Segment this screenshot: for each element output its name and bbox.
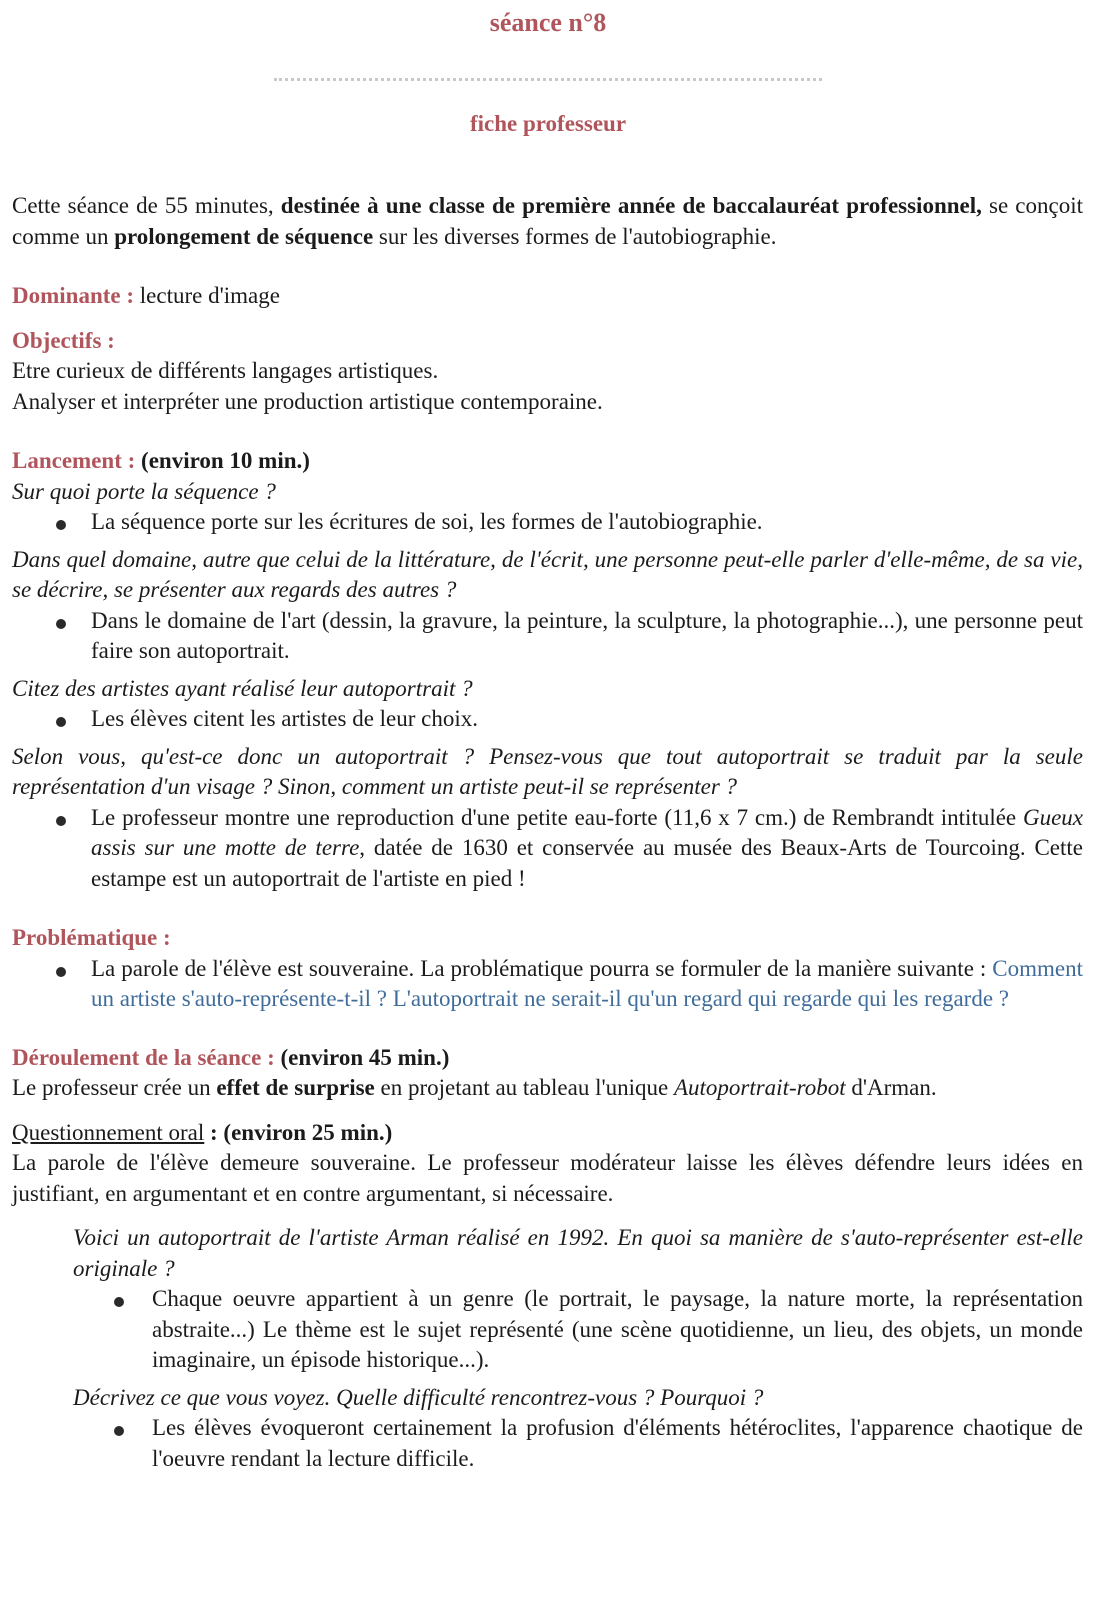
deroulement-text-3: d'Arman.	[845, 1075, 937, 1100]
answer-item	[12, 954, 1083, 1015]
page-subtitle: fiche professeur	[469, 111, 627, 136]
deroulement-bold: effet de surprise	[216, 1075, 375, 1100]
problematique-question: Comment un artiste s'auto-représente-t-il ? L'autoportrait ne serait-il qu'un regard qui regarde qui les regarde ?	[91, 955, 1083, 1011]
objectif-line: Etre curieux de différents langages artistiques.	[12, 358, 439, 383]
answer-list	[12, 954, 1083, 1015]
deroulement-text-1: Le professeur crée un	[12, 1075, 217, 1100]
answer-list	[12, 606, 1083, 667]
answer-item	[12, 803, 1083, 895]
questionnement-line	[12, 1118, 1083, 1149]
deroulement-paragraph	[12, 1073, 1083, 1104]
oral-questions	[12, 1209, 1083, 1474]
question	[12, 742, 1083, 803]
question-text: Sur quoi porte la séquence ?	[12, 478, 276, 504]
problematique-heading: Problématique :	[12, 925, 171, 950]
deroulement-text-2: en projetant au tableau l'unique	[374, 1075, 674, 1100]
answer-item: La séquence porte sur les écritures de soi, les formes de l'autobiographie.	[12, 507, 1083, 538]
answer-item: Les élèves évoqueront certainement la profusion d'éléments hétéroclites, l'apparence chaotique de l'oeuvre rendant la lecture difficile.	[73, 1413, 1083, 1474]
answer-list	[73, 1413, 1083, 1474]
answer-item: Les élèves citent les artistes de leur choix.	[12, 704, 1083, 735]
intro-paragraph	[12, 191, 1083, 252]
question	[12, 545, 1083, 606]
lancement-duration: (environ 10 min.)	[135, 448, 310, 473]
question-text: Voici un autoportrait de l'artiste Arman réalisé en 1992. En quoi sa manière de s'auto-représenter est-elle originale ?	[73, 1225, 1083, 1281]
problematique-text: La parole de l'élève est souveraine. La problématique pourra se formuler de la manière suivante :	[91, 955, 993, 981]
intro-text-3: sur les diverses formes de l'autobiographie.	[373, 223, 777, 249]
deroulement-heading: Déroulement de la séance :	[12, 1044, 275, 1070]
dominante-line	[12, 281, 1083, 312]
answer-text-1: Le professeur montre une reproduction d'une petite eau-forte (11,6 x 7 cm.) de Rembrandt intitulée	[91, 804, 1023, 830]
deroulement-duration: (environ 45 min.)	[274, 1044, 450, 1070]
answer-list	[12, 507, 1083, 538]
question	[12, 477, 1083, 508]
artwork-title: Gueux assis sur une motte de terre	[91, 804, 1083, 860]
question	[73, 1223, 1083, 1284]
dominante-heading: Dominante :	[12, 283, 135, 308]
questionnement-duration: : (environ 25 min.)	[204, 1119, 393, 1145]
answer-list	[73, 1284, 1083, 1376]
lancement-heading: Lancement :	[12, 448, 136, 473]
artwork-title: Autoportrait-robot	[673, 1075, 846, 1100]
intro-bold-2: prolongement de séquence	[114, 223, 374, 249]
intro-bold-1: destinée à une classe de première année de baccalauréat professionnel,	[280, 193, 982, 218]
intro-text-2: se conçoit comme un	[12, 193, 1083, 249]
question-text: Dans quel domaine, autre que celui de la littérature, de l'écrit, une personne peut-elle parler d'elle-même, de sa vie, se décrire, se présenter aux regards des autres ?	[12, 546, 1083, 602]
question	[73, 1383, 1083, 1414]
questionnement-heading: Questionnement oral	[12, 1119, 205, 1145]
question	[12, 674, 1083, 705]
intro-text-1: Cette séance de 55 minutes,	[12, 193, 281, 218]
answer-item: Dans le domaine de l'art (dessin, la gravure, la peinture, la sculpture, la photographie...), une personne peut faire son autoportrait.	[12, 606, 1083, 667]
objectifs-heading: Objectifs :	[12, 327, 115, 353]
page-title: séance n°8	[489, 8, 607, 37]
answer-list	[12, 803, 1083, 895]
answer-item: Chaque oeuvre appartient à un genre (le portrait, le paysage, la nature morte, la représentation abstraite...) Le thème est le sujet représenté (une scène quotidienne, un lieu, des objets, un monde imaginaire, un épisode historique...).	[73, 1284, 1083, 1376]
questionnement-paragraph: La parole de l'élève demeure souveraine. Le professeur modérateur laisse les élèves défendre leurs idées en justifiant, en argumentant et en contre argumentant, si nécessaire.	[12, 1150, 1083, 1206]
dotted-divider	[274, 78, 822, 81]
question-text: Selon vous, qu'est-ce donc un autoportrait ? Pensez-vous que tout autoportrait se traduit par la seule représentation d'un visage ? Sinon, comment un artiste peut-il se représenter ?	[12, 743, 1083, 799]
question-text: Décrivez ce que vous voyez. Quelle difficulté rencontrez-vous ? Pourquoi ?	[73, 1384, 764, 1410]
lancement-line	[12, 446, 1083, 477]
objectif-line: Analyser et interpréter une production artistique contemporaine.	[12, 388, 603, 414]
document-body	[12, 191, 1083, 1474]
answer-text-2: , datée de 1630 et conservée au musée des Beaux-Arts de Tourcoing. Cette estampe est un autoportrait de l'artiste en pied !	[91, 835, 1084, 891]
answer-list	[12, 704, 1083, 735]
dominante-value: lecture d'image	[134, 283, 280, 308]
question-text: Citez des artistes ayant réalisé leur autoportrait ?	[12, 675, 473, 701]
deroulement-line	[12, 1043, 1083, 1074]
